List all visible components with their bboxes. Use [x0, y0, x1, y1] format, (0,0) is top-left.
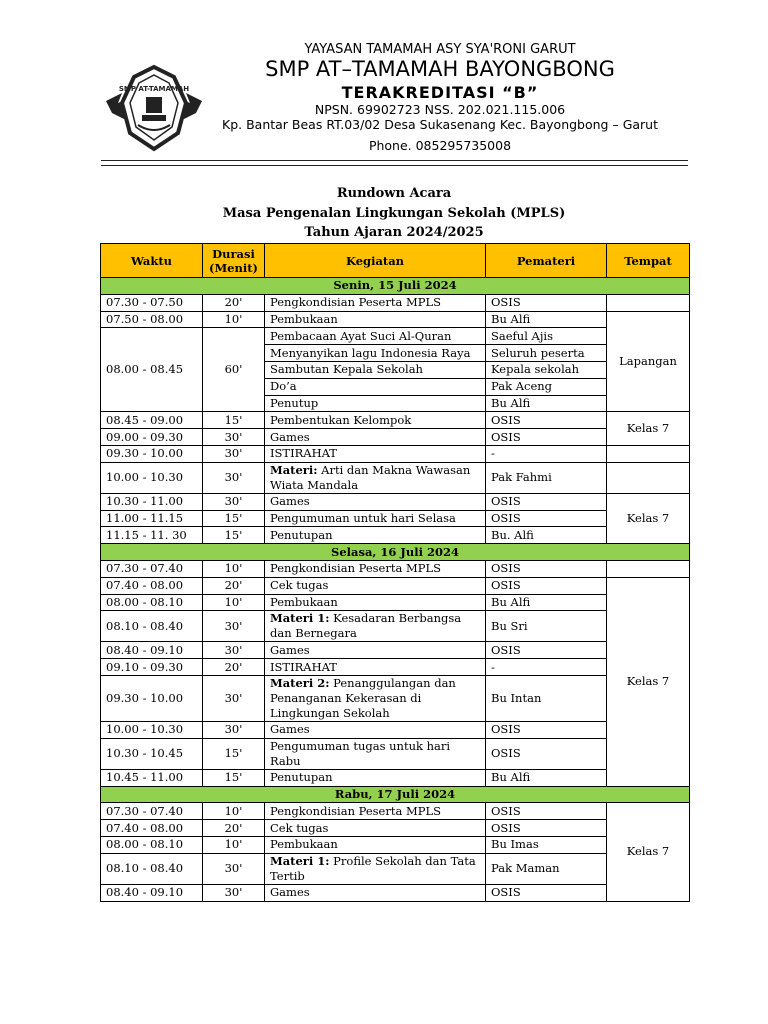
cell-durasi: 30' — [203, 642, 265, 659]
cell-tempat — [607, 560, 690, 577]
table-row — [101, 769, 690, 786]
cell-waktu: 09.30 - 10.00 — [101, 675, 203, 721]
cell-pemateri: Pak Fahmi — [486, 462, 607, 493]
table-row — [101, 675, 690, 721]
cell-pemateri: Bu. Alfi — [486, 527, 607, 544]
cell-pemateri: OSIS — [486, 294, 607, 311]
cell-waktu: 09.10 - 09.30 — [101, 659, 203, 676]
cell-pemateri: Bu Intan — [486, 675, 607, 721]
table-row — [101, 611, 690, 642]
cell-waktu: 08.40 - 09.10 — [101, 642, 203, 659]
table-row — [101, 445, 690, 462]
cell-kegiatan: Pembukaan — [265, 594, 486, 611]
day-row — [101, 544, 690, 561]
title-line: Rundown Acara — [336, 186, 452, 201]
cell-pemateri: Pak Maman — [486, 853, 607, 884]
cell-pemateri: Bu Alfi — [486, 395, 607, 412]
cell-pemateri: - — [486, 659, 607, 676]
cell-waktu: 08.00 - 08.10 — [101, 594, 203, 611]
document-title — [100, 184, 688, 243]
cell-pemateri: Bu Alfi — [486, 594, 607, 611]
cell-pemateri: OSIS — [486, 820, 607, 837]
cell-waktu: 07.30 - 07.40 — [101, 560, 203, 577]
col-header-durasi: Durasi (Menit) — [203, 244, 265, 278]
cell-tempat: Kelas 7 — [607, 412, 690, 446]
cell-durasi: 10' — [203, 803, 265, 820]
cell-kegiatan: Pengkondisian Peserta MPLS — [265, 560, 486, 577]
cell-waktu: 07.50 - 08.00 — [101, 311, 203, 328]
cell-waktu: 08.00 - 08.10 — [101, 836, 203, 853]
cell-pemateri: Bu Alfi — [486, 769, 607, 786]
cell-durasi: 10' — [203, 560, 265, 577]
cell-durasi: 30' — [203, 853, 265, 884]
school-address: Kp. Bantar Beas RT.03/02 Desa Sukasenang Kec. Bayongbong – Garut — [222, 117, 658, 132]
cell-kegiatan: Pembentukan Kelompok — [265, 412, 486, 429]
cell-durasi: 30' — [203, 675, 265, 721]
cell-pemateri: Bu Imas — [486, 836, 607, 853]
table-row — [101, 493, 690, 510]
cell-pemateri: - — [486, 445, 607, 462]
cell-kegiatan: Games — [265, 884, 486, 901]
table-header-row — [101, 244, 690, 278]
svg-text:SMP AT-TAMAMAH: SMP AT-TAMAMAH — [118, 85, 190, 93]
title-line: Masa Pengenalan Lingkungan Sekolah (MPLS) — [222, 205, 566, 221]
school-ids: NPSN. 69902723 NSS. 202.021.115.006 — [314, 102, 566, 117]
cell-waktu: 11.00 - 11.15 — [101, 510, 203, 527]
table-row — [101, 311, 690, 328]
cell-kegiatan: Pengumuman tugas untuk hari Rabu — [265, 738, 486, 769]
cell-tempat: Kelas 7 — [607, 803, 690, 901]
school-name: SMP AT–TAMAMAH BAYONGBONG — [265, 57, 615, 81]
table-row — [101, 738, 690, 769]
cell-durasi: 30' — [203, 884, 265, 901]
cell-kegiatan: Pembukaan — [265, 836, 486, 853]
cell-kegiatan: Do’a — [265, 378, 486, 395]
table-row — [101, 853, 690, 884]
rundown-table — [100, 243, 690, 902]
table-row — [101, 642, 690, 659]
table-row — [101, 820, 690, 837]
cell-kegiatan: Materi 2: Penanggulangan dan Penanganan Kekerasan di Lingkungan Sekolah — [265, 675, 486, 721]
table-row — [101, 659, 690, 676]
cell-waktu: 10.00 - 10.30 — [101, 721, 203, 738]
cell-pemateri: Bu Sri — [486, 611, 607, 642]
cell-kegiatan: Pengkondisian Peserta MPLS — [265, 803, 486, 820]
cell-durasi: 60' — [203, 328, 265, 412]
cell-waktu: 08.00 - 08.45 — [101, 328, 203, 412]
cell-durasi: 15' — [203, 738, 265, 769]
cell-durasi: 20' — [203, 820, 265, 837]
cell-pemateri: OSIS — [486, 738, 607, 769]
cell-kegiatan: Penutupan — [265, 527, 486, 544]
cell-kegiatan: Cek tugas — [265, 820, 486, 837]
cell-pemateri: OSIS — [486, 642, 607, 659]
cell-kegiatan: Games — [265, 642, 486, 659]
cell-tempat: Kelas 7 — [607, 577, 690, 786]
cell-pemateri: Bu Alfi — [486, 311, 607, 328]
cell-waktu: 10.45 - 11.00 — [101, 769, 203, 786]
day-row — [101, 786, 690, 803]
table-row — [101, 462, 690, 493]
school-phone: Phone. 085295735008 — [368, 138, 512, 153]
cell-pemateri: Kepala sekolah — [486, 361, 607, 378]
table-row — [101, 527, 690, 544]
cell-kegiatan: Materi: Arti dan Makna Wawasan Wiata Mandala — [265, 462, 486, 493]
cell-durasi: 30' — [203, 611, 265, 642]
cell-pemateri: OSIS — [486, 721, 607, 738]
cell-durasi: 30' — [203, 493, 265, 510]
cell-kegiatan: Pengumuman untuk hari Selasa — [265, 510, 486, 527]
title-line: Tahun Ajaran 2024/2025 — [304, 225, 484, 240]
cell-durasi: 10' — [203, 836, 265, 853]
col-header-pemateri: Pemateri — [486, 244, 607, 278]
header-divider — [101, 160, 688, 161]
cell-durasi: 20' — [203, 294, 265, 311]
cell-pemateri: Pak Aceng — [486, 378, 607, 395]
cell-tempat — [607, 294, 690, 311]
cell-durasi: 15' — [203, 527, 265, 544]
table-row — [101, 510, 690, 527]
cell-kegiatan: Pembukaan — [265, 311, 486, 328]
table-row — [101, 721, 690, 738]
cell-waktu: 08.45 - 09.00 — [101, 412, 203, 429]
cell-waktu: 11.15 - 11. 30 — [101, 527, 203, 544]
cell-kegiatan: Games — [265, 493, 486, 510]
cell-waktu: 07.30 - 07.50 — [101, 294, 203, 311]
accreditation: TERAKREDITASI “B” — [341, 83, 539, 102]
col-header-waktu: Waktu — [101, 244, 203, 278]
table-row — [101, 577, 690, 594]
cell-durasi: 10' — [203, 594, 265, 611]
day-label: Senin, 15 Juli 2024 — [101, 278, 690, 295]
col-header-tempat: Tempat — [607, 244, 690, 278]
cell-pemateri: OSIS — [486, 577, 607, 594]
cell-pemateri: OSIS — [486, 884, 607, 901]
cell-durasi: 15' — [203, 510, 265, 527]
cell-kegiatan: Games — [265, 721, 486, 738]
day-row — [101, 278, 690, 295]
cell-tempat: Lapangan — [607, 311, 690, 412]
cell-durasi: 30' — [203, 429, 265, 446]
cell-durasi: 20' — [203, 577, 265, 594]
day-label: Rabu, 17 Juli 2024 — [101, 786, 690, 803]
cell-durasi: 30' — [203, 721, 265, 738]
cell-pemateri: Seluruh peserta — [486, 345, 607, 362]
cell-tempat: Kelas 7 — [607, 493, 690, 543]
cell-durasi: 10' — [203, 311, 265, 328]
cell-tempat — [607, 462, 690, 493]
cell-waktu: 08.10 - 08.40 — [101, 853, 203, 884]
foundation-name: YAYASAN TAMAMAH ASY SYA'RONI GARUT — [304, 42, 576, 57]
table-row — [101, 836, 690, 853]
cell-pemateri: OSIS — [486, 510, 607, 527]
cell-kegiatan: Pengkondisian Peserta MPLS — [265, 294, 486, 311]
cell-tempat — [607, 445, 690, 462]
cell-waktu: 09.30 - 10.00 — [101, 445, 203, 462]
cell-kegiatan: Menyanyikan lagu Indonesia Raya — [265, 345, 486, 362]
cell-pemateri: OSIS — [486, 560, 607, 577]
cell-kegiatan: Pembacaan Ayat Suci Al-Quran — [265, 328, 486, 345]
header-divider — [101, 165, 688, 166]
table-row — [101, 429, 690, 446]
cell-waktu: 08.40 - 09.10 — [101, 884, 203, 901]
table-row — [101, 412, 690, 429]
table-row — [101, 328, 690, 345]
cell-durasi: 15' — [203, 412, 265, 429]
cell-pemateri: OSIS — [486, 803, 607, 820]
cell-waktu: 10.00 - 10.30 — [101, 462, 203, 493]
cell-waktu: 07.30 - 07.40 — [101, 803, 203, 820]
cell-waktu: 08.10 - 08.40 — [101, 611, 203, 642]
cell-waktu: 10.30 - 11.00 — [101, 493, 203, 510]
cell-durasi: 30' — [203, 445, 265, 462]
cell-kegiatan: Materi 1: Profile Sekolah dan Tata Tertib — [265, 853, 486, 884]
table-row — [101, 803, 690, 820]
cell-kegiatan: Penutup — [265, 395, 486, 412]
table-row — [101, 884, 690, 901]
cell-pemateri: Saeful Ajis — [486, 328, 607, 345]
cell-kegiatan: Games — [265, 429, 486, 446]
cell-waktu: 10.30 - 10.45 — [101, 738, 203, 769]
cell-durasi: 20' — [203, 659, 265, 676]
cell-kegiatan: Penutupan — [265, 769, 486, 786]
cell-waktu: 09.00 - 09.30 — [101, 429, 203, 446]
cell-durasi: 15' — [203, 769, 265, 786]
cell-kegiatan: Materi 1: Kesadaran Berbangsa dan Bernegara — [265, 611, 486, 642]
table-row — [101, 294, 690, 311]
cell-pemateri: OSIS — [486, 412, 607, 429]
cell-durasi: 30' — [203, 462, 265, 493]
cell-kegiatan: Cek tugas — [265, 577, 486, 594]
table-row — [101, 594, 690, 611]
cell-kegiatan: ISTIRAHAT — [265, 445, 486, 462]
cell-waktu: 07.40 - 08.00 — [101, 577, 203, 594]
col-header-kegiatan: Kegiatan — [265, 244, 486, 278]
table-row — [101, 560, 690, 577]
cell-pemateri: OSIS — [486, 493, 607, 510]
letterhead — [0, 0, 768, 170]
cell-kegiatan: ISTIRAHAT — [265, 659, 486, 676]
day-label: Selasa, 16 Juli 2024 — [101, 544, 690, 561]
cell-waktu: 07.40 - 08.00 — [101, 820, 203, 837]
cell-pemateri: OSIS — [486, 429, 607, 446]
cell-kegiatan: Sambutan Kepala Sekolah — [265, 361, 486, 378]
